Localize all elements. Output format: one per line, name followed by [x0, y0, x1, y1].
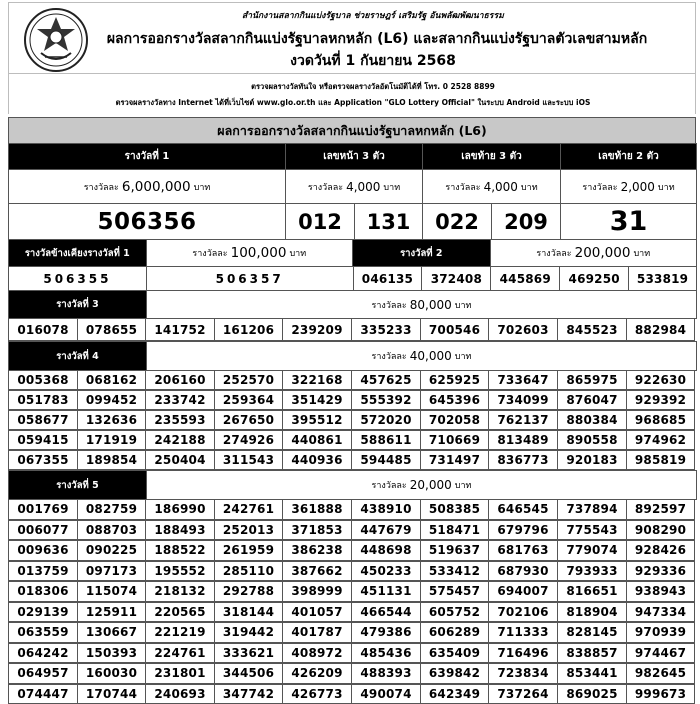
fourth-prize-number: 206160: [145, 370, 215, 390]
number-row: [8, 540, 696, 561]
fifth-prize-number: 220565: [145, 602, 215, 623]
fifth-prize-number: 224761: [145, 643, 215, 664]
fifth-prize-number: 001769: [8, 499, 78, 520]
fourth-prize-number: 440861: [282, 430, 352, 450]
baht-text: บาท: [193, 182, 211, 193]
last3-amount: [422, 169, 561, 204]
fifth-prize-number: 029139: [8, 602, 78, 623]
fifth-prize-number: 188493: [145, 520, 215, 541]
fourth-prize-number: 440936: [282, 450, 352, 470]
fifth-prize-number: 401787: [282, 622, 352, 643]
fifth-prize-number: 642349: [420, 684, 489, 704]
fifth-prize-number: 285110: [214, 561, 283, 582]
fifth-prize-number: 082759: [77, 499, 146, 520]
third-prize-number: 161206: [214, 318, 283, 341]
amount-value: 20,000: [409, 478, 452, 492]
amount-value: 4,000: [346, 179, 381, 194]
fifth-prize-number: 466544: [351, 602, 421, 623]
fourth-prize-number: 710669: [420, 430, 489, 450]
fifth-prize-number: 974467: [626, 643, 695, 664]
number-row: [8, 450, 696, 470]
fifth-prize-number: 687930: [488, 561, 558, 582]
fifth-prize-number: 160030: [77, 663, 146, 684]
fifth-prize-number: 386238: [282, 540, 352, 561]
last2-number: 31: [560, 203, 697, 240]
fifth-prize-number: 074447: [8, 684, 78, 704]
fourth-prize-number: 594485: [351, 450, 421, 470]
baht-text: บาท: [454, 481, 472, 491]
fourth-prize-number: 351429: [282, 390, 352, 410]
fifth-prize-number: 970939: [626, 622, 695, 643]
fifth-prize-number: 892597: [626, 499, 695, 520]
third-prize-number: 016078: [8, 318, 78, 341]
fifth-prize-number: 853441: [557, 663, 627, 684]
fifth-prize-number: 869025: [557, 684, 627, 704]
third-prize-label: รางวัลที่ 3: [8, 290, 147, 319]
fourth-prize-number: 865975: [557, 370, 627, 390]
amount-value: 200,000: [574, 245, 631, 261]
fifth-prize-number: 361888: [282, 499, 352, 520]
fifth-prize-number: 387662: [282, 561, 352, 582]
fourth-prize-number: 974962: [626, 430, 695, 450]
second-prize-number: 533819: [628, 266, 697, 291]
number-row: [8, 499, 696, 520]
near-first-label: รางวัลข้างเคียงรางวัลที่ 1: [8, 239, 147, 267]
number-row: [8, 622, 696, 643]
fifth-prize-number: 398999: [282, 581, 352, 602]
fourth-prize-number: 171919: [77, 430, 146, 450]
fifth-prize-number: 479386: [351, 622, 421, 643]
reward-each-text: รางวัลละ: [307, 182, 344, 193]
near-first-number: 506357: [146, 266, 354, 291]
front3-label: เลขหน้า 3 ตัว: [285, 143, 423, 170]
fourth-prize-amount: [146, 341, 697, 371]
near-first-number: 506355: [8, 266, 147, 291]
fifth-prize-number: 261959: [214, 540, 283, 561]
fifth-prize-number: 063559: [8, 622, 78, 643]
fourth-prize-number: 572020: [351, 410, 421, 430]
fifth-prize-number: 088703: [77, 520, 146, 541]
fifth-prize-number: 252013: [214, 520, 283, 541]
fourth-prize-number: 876047: [557, 390, 627, 410]
second-prize-number: 469250: [559, 266, 629, 291]
front3-amount: [285, 169, 423, 204]
fifth-prize-number: 125911: [77, 602, 146, 623]
third-prize-amount: [146, 290, 697, 319]
fifth-prize-number: 646545: [488, 499, 558, 520]
number-row: [8, 643, 696, 664]
fourth-prize-number: 588611: [351, 430, 421, 450]
number-row: [8, 561, 696, 582]
fifth-prize-label: รางวัลที่ 5: [8, 470, 147, 500]
amount-value: 40,000: [409, 349, 452, 363]
fifth-prize-number: 606289: [420, 622, 489, 643]
fifth-prize-number: 009636: [8, 540, 78, 561]
fourth-prize-number: 267650: [214, 410, 283, 430]
fifth-prize-number: 240693: [145, 684, 215, 704]
reward-each-text: รางวัลละ: [83, 182, 119, 193]
fifth-prize-number: 779074: [557, 540, 627, 561]
fifth-prize-number: 938943: [626, 581, 695, 602]
reward-each-text: รางวัลละ: [371, 352, 407, 362]
fifth-prize-number: 575457: [420, 581, 489, 602]
number-row: [8, 663, 696, 684]
fifth-prize-number: 723834: [488, 663, 558, 684]
fifth-prize-number: 018306: [8, 581, 78, 602]
reward-each-text: รางวัลละ: [536, 249, 572, 259]
fourth-prize-number: 625925: [420, 370, 489, 390]
fifth-prize-number: 816651: [557, 581, 627, 602]
fourth-prize-number: 555392: [351, 390, 421, 410]
fifth-prize-number: 064242: [8, 643, 78, 664]
fifth-prize-number: 508385: [420, 499, 489, 520]
fourth-prize-number: 890558: [557, 430, 627, 450]
reward-each-text: รางวัลละ: [371, 481, 407, 491]
fourth-prize-number: 968685: [626, 410, 695, 430]
third-prize-number: 882984: [626, 318, 695, 341]
fifth-prize-number: 130667: [77, 622, 146, 643]
fourth-prize-number: 058677: [8, 410, 78, 430]
amount-value: 2,000: [620, 179, 655, 194]
fifth-prize-number: 006077: [8, 520, 78, 541]
fourth-prize-number: 059415: [8, 430, 78, 450]
fourth-prize-number: 242188: [145, 430, 215, 450]
header-divider: [9, 73, 695, 74]
fourth-prize-number: 274926: [214, 430, 283, 450]
fifth-prize-amount: [146, 470, 697, 500]
second-prize-amount: [490, 239, 697, 267]
fifth-prize-number: 170744: [77, 684, 146, 704]
number-row: [8, 410, 696, 430]
fourth-prize-number: 259364: [214, 390, 283, 410]
fifth-prize-number: 605752: [420, 602, 489, 623]
section-title: ผลการออกรางวัลสลากกินแบ่งรัฐบาลหกหลัก (L6): [8, 117, 696, 144]
fourth-prize-number: 702058: [420, 410, 489, 430]
fifth-prize-number: 318144: [214, 602, 283, 623]
fifth-prize-number: 908290: [626, 520, 695, 541]
fifth-prize-number: 999673: [626, 684, 695, 704]
fifth-prize-number: 716496: [488, 643, 558, 664]
fifth-prize-number: 097173: [77, 561, 146, 582]
fourth-prize-number: 985819: [626, 450, 695, 470]
number-row: [8, 520, 696, 541]
fourth-prize-number: 880384: [557, 410, 627, 430]
fifth-prize-number: 639842: [420, 663, 489, 684]
fifth-prize-number: 947334: [626, 602, 695, 623]
page-title: ผลการออกรางวัลสลากกินแบ่งรัฐบาลหกหลัก (L6) และสลากกินแบ่งรัฐบาลตัวเลขสามหลัก: [106, 31, 648, 47]
third-prize-number: 335233: [351, 318, 421, 341]
amount-value: 6,000,000: [121, 178, 191, 195]
fifth-prize-number: 818904: [557, 602, 627, 623]
last2-amount: [560, 169, 697, 204]
fourth-prize-number: 189854: [77, 450, 146, 470]
fifth-prize-number: 737894: [557, 499, 627, 520]
fourth-prize-number: 132636: [77, 410, 146, 430]
fifth-prize-number: 344506: [214, 663, 283, 684]
front3-number: 012: [285, 203, 355, 240]
reward-each-text: รางวัลละ: [445, 182, 481, 193]
front3-number: 131: [354, 203, 423, 240]
fifth-prize-number: 828145: [557, 622, 627, 643]
fifth-prize-number: 188522: [145, 540, 215, 561]
fifth-prize-number: 451131: [351, 581, 421, 602]
fifth-prize-number: 347742: [214, 684, 283, 704]
fifth-prize-number: 929336: [626, 561, 695, 582]
third-prize-number: 702603: [488, 318, 558, 341]
third-prize-number: 845523: [557, 318, 627, 341]
fifth-prize-number: 438910: [351, 499, 421, 520]
last3-number: 022: [422, 203, 492, 240]
first-prize-number: 506356: [8, 203, 286, 240]
fifth-prize-number: 150393: [77, 643, 146, 664]
last3-number: 209: [491, 203, 561, 240]
second-prize-number: 372408: [421, 266, 491, 291]
second-prize-number: 046135: [353, 266, 423, 291]
fifth-prize-number: 013759: [8, 561, 78, 582]
fifth-prize-number: 679796: [488, 520, 558, 541]
amount-value: 100,000: [230, 245, 287, 261]
fourth-prize-label: รางวัลที่ 4: [8, 341, 147, 371]
fourth-prize-number: 920183: [557, 450, 627, 470]
second-prize-label: รางวัลที่ 2: [352, 239, 491, 267]
fifth-prize-number: 292788: [214, 581, 283, 602]
fifth-prize-number: 221219: [145, 622, 215, 643]
fourth-prize-number: 922630: [626, 370, 695, 390]
amount-value: 4,000: [483, 179, 518, 194]
fifth-prize-number: 488393: [351, 663, 421, 684]
fifth-prize-number: 195552: [145, 561, 215, 582]
fifth-prize-number: 490074: [351, 684, 421, 704]
second-prize-number: 445869: [490, 266, 560, 291]
baht-text: บาท: [633, 249, 651, 259]
fifth-prize-number: 401057: [282, 602, 352, 623]
fifth-prize-number: 519637: [420, 540, 489, 561]
fourth-prize-number: 733647: [488, 370, 558, 390]
number-row: [8, 370, 696, 390]
fifth-prize-number: 448698: [351, 540, 421, 561]
reward-each-text: รางวัลละ: [192, 249, 228, 259]
number-row: [8, 581, 696, 602]
fifth-prize-number: 518471: [420, 520, 489, 541]
draw-date: งวดวันที่ 1 กันยายน 2568: [290, 53, 456, 69]
fourth-prize-number: 233742: [145, 390, 215, 410]
baht-text: บาท: [289, 249, 307, 259]
fourth-prize-number: 099452: [77, 390, 146, 410]
fourth-prize-number: 836773: [488, 450, 558, 470]
fifth-prize-number: 982645: [626, 663, 695, 684]
fifth-prize-number: 775543: [557, 520, 627, 541]
sheet-header: [8, 2, 696, 114]
baht-text: บาท: [454, 300, 472, 311]
fifth-prize-number: 371853: [282, 520, 352, 541]
results-table: [8, 117, 696, 704]
fifth-prize-number: 090225: [77, 540, 146, 561]
baht-text: บาท: [520, 182, 538, 193]
fifth-prize-number: 928426: [626, 540, 695, 561]
fifth-prize-number: 702106: [488, 602, 558, 623]
fifth-prize-number: 635409: [420, 643, 489, 664]
fourth-prize-number: 252570: [214, 370, 283, 390]
first-prize-amount: [8, 169, 286, 204]
fifth-prize-number: 064957: [8, 663, 78, 684]
fifth-prize-number: 681763: [488, 540, 558, 561]
fourth-prize-number: 235593: [145, 410, 215, 430]
amount-value: 80,000: [409, 297, 452, 312]
fifth-prize-number: 242761: [214, 499, 283, 520]
last2-label: เลขท้าย 2 ตัว: [560, 143, 697, 170]
fourth-prize-number: 457625: [351, 370, 421, 390]
first-prize-label: รางวัลที่ 1: [8, 143, 286, 170]
fifth-prize-number: 450233: [351, 561, 421, 582]
fourth-prize-number: 067355: [8, 450, 78, 470]
fifth-prize-number: 426773: [282, 684, 352, 704]
third-prize-number: 141752: [145, 318, 215, 341]
fifth-prize-number: 218132: [145, 581, 215, 602]
third-prize-number: 700546: [420, 318, 489, 341]
number-row: [8, 430, 696, 450]
fifth-prize-number: 426209: [282, 663, 352, 684]
fourth-prize-number: 734099: [488, 390, 558, 410]
fourth-prize-number: 731497: [420, 450, 489, 470]
third-prize-number: 239209: [282, 318, 352, 341]
fourth-prize-number: 311543: [214, 450, 283, 470]
fifth-prize-number: 793933: [557, 561, 627, 582]
check-phone-note: ตรวจผลรางวัลทันใจ หรือตรวจผลรางวัลอัตโนมัติได้ที่ โทร. 0 2528 8899: [251, 82, 495, 91]
fourth-prize-number: 250404: [145, 450, 215, 470]
fifth-prize-number: 186990: [145, 499, 215, 520]
fourth-prize-number: 645396: [420, 390, 489, 410]
fifth-prize-number: 447679: [351, 520, 421, 541]
fifth-prize-number: 737264: [488, 684, 558, 704]
baht-text: บาท: [657, 182, 675, 193]
fifth-prize-number: 333621: [214, 643, 283, 664]
fourth-prize-number: 068162: [77, 370, 146, 390]
fourth-prize-number: 395512: [282, 410, 352, 430]
fifth-prize-number: 319442: [214, 622, 283, 643]
check-internet-note: ตรวจผลรางวัลทาง Internet ได้ที่เว็บไซต์ www.glo.or.th และ Application "GLO Lottery Official" ในระบบ Android และระบบ iOS: [115, 98, 591, 107]
third-prize-number: 078655: [77, 318, 146, 341]
fourth-prize-number: 929392: [626, 390, 695, 410]
agency-motto: สำนักงานสลากกินแบ่งรัฐบาล ช่วยราษฎร์ เสริมรัฐ อันพลัฒพัฒนาธรรม: [242, 11, 504, 21]
reward-each-text: รางวัลละ: [371, 300, 407, 311]
fifth-prize-number: 694007: [488, 581, 558, 602]
fourth-prize-number: 005368: [8, 370, 78, 390]
fourth-prize-number: 322168: [282, 370, 352, 390]
near-first-amount: [146, 239, 353, 267]
number-row: [8, 390, 696, 410]
last3-label: เลขท้าย 3 ตัว: [422, 143, 561, 170]
reward-each-text: รางวัลละ: [582, 182, 618, 193]
number-row: [8, 684, 696, 704]
number-row: [8, 602, 696, 623]
fifth-prize-number: 711333: [488, 622, 558, 643]
baht-text: บาท: [383, 182, 401, 193]
fourth-prize-number: 051783: [8, 390, 78, 410]
fifth-prize-number: 838857: [557, 643, 627, 664]
fourth-prize-number: 813489: [488, 430, 558, 450]
fourth-prize-number: 762137: [488, 410, 558, 430]
baht-text: บาท: [454, 352, 472, 362]
fifth-prize-number: 231801: [145, 663, 215, 684]
fifth-prize-number: 485436: [351, 643, 421, 664]
fifth-prize-number: 408972: [282, 643, 352, 664]
fifth-prize-number: 533412: [420, 561, 489, 582]
fifth-prize-number: 115074: [77, 581, 146, 602]
